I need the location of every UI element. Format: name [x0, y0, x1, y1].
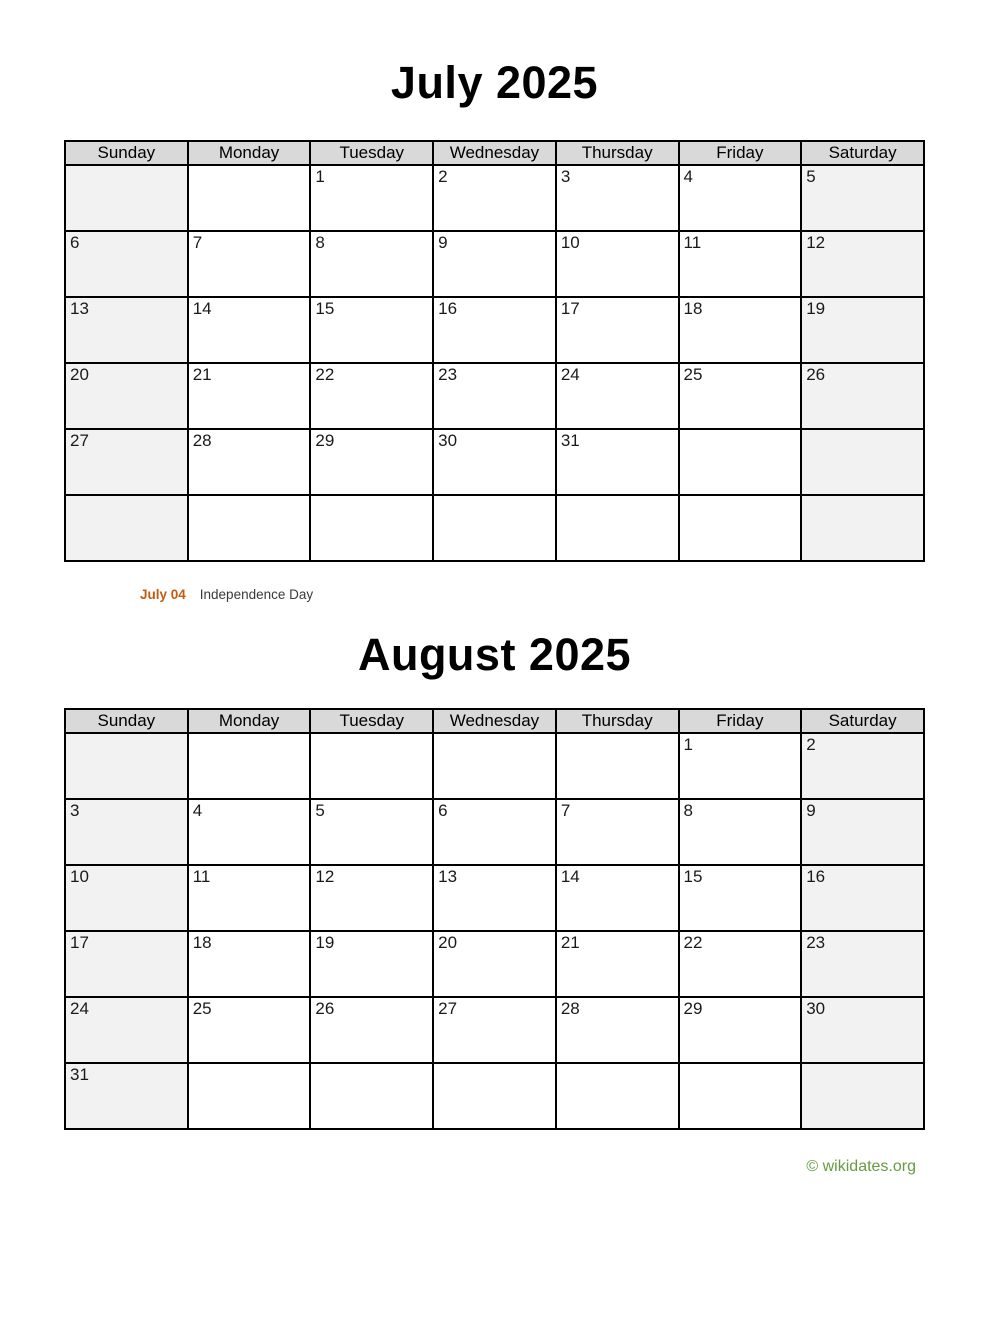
week-row — [65, 1063, 924, 1129]
week-row — [65, 297, 924, 363]
calendar-cell: 4 — [679, 165, 802, 231]
calendar-cell: 10 — [65, 865, 188, 931]
calendar-cell: 20 — [433, 931, 556, 997]
calendar-cell — [679, 1063, 802, 1129]
calendar-cell: 7 — [556, 799, 679, 865]
week-row — [65, 165, 924, 231]
calendar-cell: 11 — [679, 231, 802, 297]
calendar-cell — [188, 165, 311, 231]
calendar-cell: 18 — [679, 297, 802, 363]
day-header: Monday — [188, 709, 311, 733]
holiday-name: Independence Day — [199, 587, 314, 602]
calendar-cell: 3 — [65, 799, 188, 865]
week-row — [65, 931, 924, 997]
calendar-cell: 19 — [310, 931, 433, 997]
calendar-cell: 9 — [801, 799, 924, 865]
calendar-cell: 5 — [801, 165, 924, 231]
footer-site-link[interactable]: © wikidates.org — [806, 1158, 916, 1176]
calendar-cell: 20 — [65, 363, 188, 429]
calendar-cell: 3 — [556, 165, 679, 231]
calendar-table-august — [64, 708, 925, 1130]
calendar-cell — [556, 733, 679, 799]
calendar-cell — [433, 1063, 556, 1129]
calendar-cell: 30 — [433, 429, 556, 495]
calendar-cell — [433, 495, 556, 561]
calendar-cell: 29 — [679, 997, 802, 1063]
calendar-cell: 24 — [556, 363, 679, 429]
calendar-cell: 19 — [801, 297, 924, 363]
calendar-cell: 18 — [188, 931, 311, 997]
week-row — [65, 799, 924, 865]
calendar-cell — [310, 495, 433, 561]
week-row — [65, 733, 924, 799]
holiday-note — [64, 587, 925, 603]
calendar-cell: 8 — [310, 231, 433, 297]
calendar-cell: 29 — [310, 429, 433, 495]
calendar-cell — [556, 495, 679, 561]
page-footer — [64, 1158, 925, 1176]
month-title-july: July 2025 — [390, 57, 599, 108]
day-header: Thursday — [556, 141, 679, 165]
calendar-cell: 12 — [310, 865, 433, 931]
calendar-cell: 16 — [801, 865, 924, 931]
week-row — [65, 495, 924, 561]
week-row — [65, 231, 924, 297]
calendar-cell — [801, 495, 924, 561]
calendar-cell: 9 — [433, 231, 556, 297]
calendar-page — [0, 56, 989, 1176]
calendar-cell — [310, 733, 433, 799]
calendar-cell: 1 — [679, 733, 802, 799]
week-row — [65, 363, 924, 429]
day-header: Saturday — [801, 141, 924, 165]
calendar-cell: 16 — [433, 297, 556, 363]
day-header: Sunday — [65, 709, 188, 733]
calendar-cell: 13 — [433, 865, 556, 931]
calendar-cell: 12 — [801, 231, 924, 297]
calendar-cell: 14 — [556, 865, 679, 931]
day-header: Friday — [679, 709, 802, 733]
calendar-cell: 6 — [433, 799, 556, 865]
day-header: Thursday — [556, 709, 679, 733]
calendar-cell: 2 — [433, 165, 556, 231]
calendar-cell — [65, 733, 188, 799]
calendar-cell — [679, 495, 802, 561]
calendar-cell: 21 — [556, 931, 679, 997]
calendar-cell: 13 — [65, 297, 188, 363]
calendar-cell: 11 — [188, 865, 311, 931]
day-header: Tuesday — [310, 709, 433, 733]
calendar-cell: 4 — [188, 799, 311, 865]
calendar-cell: 30 — [801, 997, 924, 1063]
calendar-cell — [65, 495, 188, 561]
calendar-cell: 25 — [679, 363, 802, 429]
calendar-cell — [801, 429, 924, 495]
calendar-cell: 5 — [310, 799, 433, 865]
calendar-cell: 14 — [188, 297, 311, 363]
calendar-cell: 8 — [679, 799, 802, 865]
calendar-cell — [433, 733, 556, 799]
calendar-cell — [188, 495, 311, 561]
calendar-cell: 10 — [556, 231, 679, 297]
week-row — [65, 997, 924, 1063]
calendar-cell: 31 — [556, 429, 679, 495]
day-header: Monday — [188, 141, 311, 165]
calendar-cell: 23 — [801, 931, 924, 997]
week-row — [65, 429, 924, 495]
calendar-cell — [188, 1063, 311, 1129]
calendar-cell: 17 — [556, 297, 679, 363]
calendar-cell — [65, 165, 188, 231]
calendar-cell: 22 — [679, 931, 802, 997]
holiday-date: July 04 — [140, 587, 186, 602]
calendar-cell: 17 — [65, 931, 188, 997]
calendar-table-july — [64, 140, 925, 562]
calendar-cell — [801, 1063, 924, 1129]
week-row — [65, 865, 924, 931]
calendar-cell: 28 — [188, 429, 311, 495]
calendar-cell — [556, 1063, 679, 1129]
day-header-row — [65, 709, 924, 733]
month-title-august: August 2025 — [357, 629, 632, 681]
day-header: Wednesday — [433, 709, 556, 733]
day-header: Friday — [679, 141, 802, 165]
calendar-cell: 27 — [433, 997, 556, 1063]
calendar-cell: 28 — [556, 997, 679, 1063]
day-header: Wednesday — [433, 141, 556, 165]
calendar-cell: 25 — [188, 997, 311, 1063]
calendar-cell: 15 — [310, 297, 433, 363]
day-header-row — [65, 141, 924, 165]
calendar-cell — [310, 1063, 433, 1129]
day-header: Saturday — [801, 709, 924, 733]
calendar-cell: 26 — [801, 363, 924, 429]
calendar-cell: 22 — [310, 363, 433, 429]
day-header: Tuesday — [310, 141, 433, 165]
day-header: Sunday — [65, 141, 188, 165]
calendar-cell: 6 — [65, 231, 188, 297]
calendar-cell: 2 — [801, 733, 924, 799]
calendar-cell: 21 — [188, 363, 311, 429]
calendar-cell: 15 — [679, 865, 802, 931]
calendar-cell: 27 — [65, 429, 188, 495]
calendar-cell: 7 — [188, 231, 311, 297]
calendar-cell: 26 — [310, 997, 433, 1063]
calendar-cell: 24 — [65, 997, 188, 1063]
calendar-cell: 1 — [310, 165, 433, 231]
calendar-cell: 23 — [433, 363, 556, 429]
calendar-cell: 31 — [65, 1063, 188, 1129]
calendar-cell — [679, 429, 802, 495]
calendar-cell — [188, 733, 311, 799]
